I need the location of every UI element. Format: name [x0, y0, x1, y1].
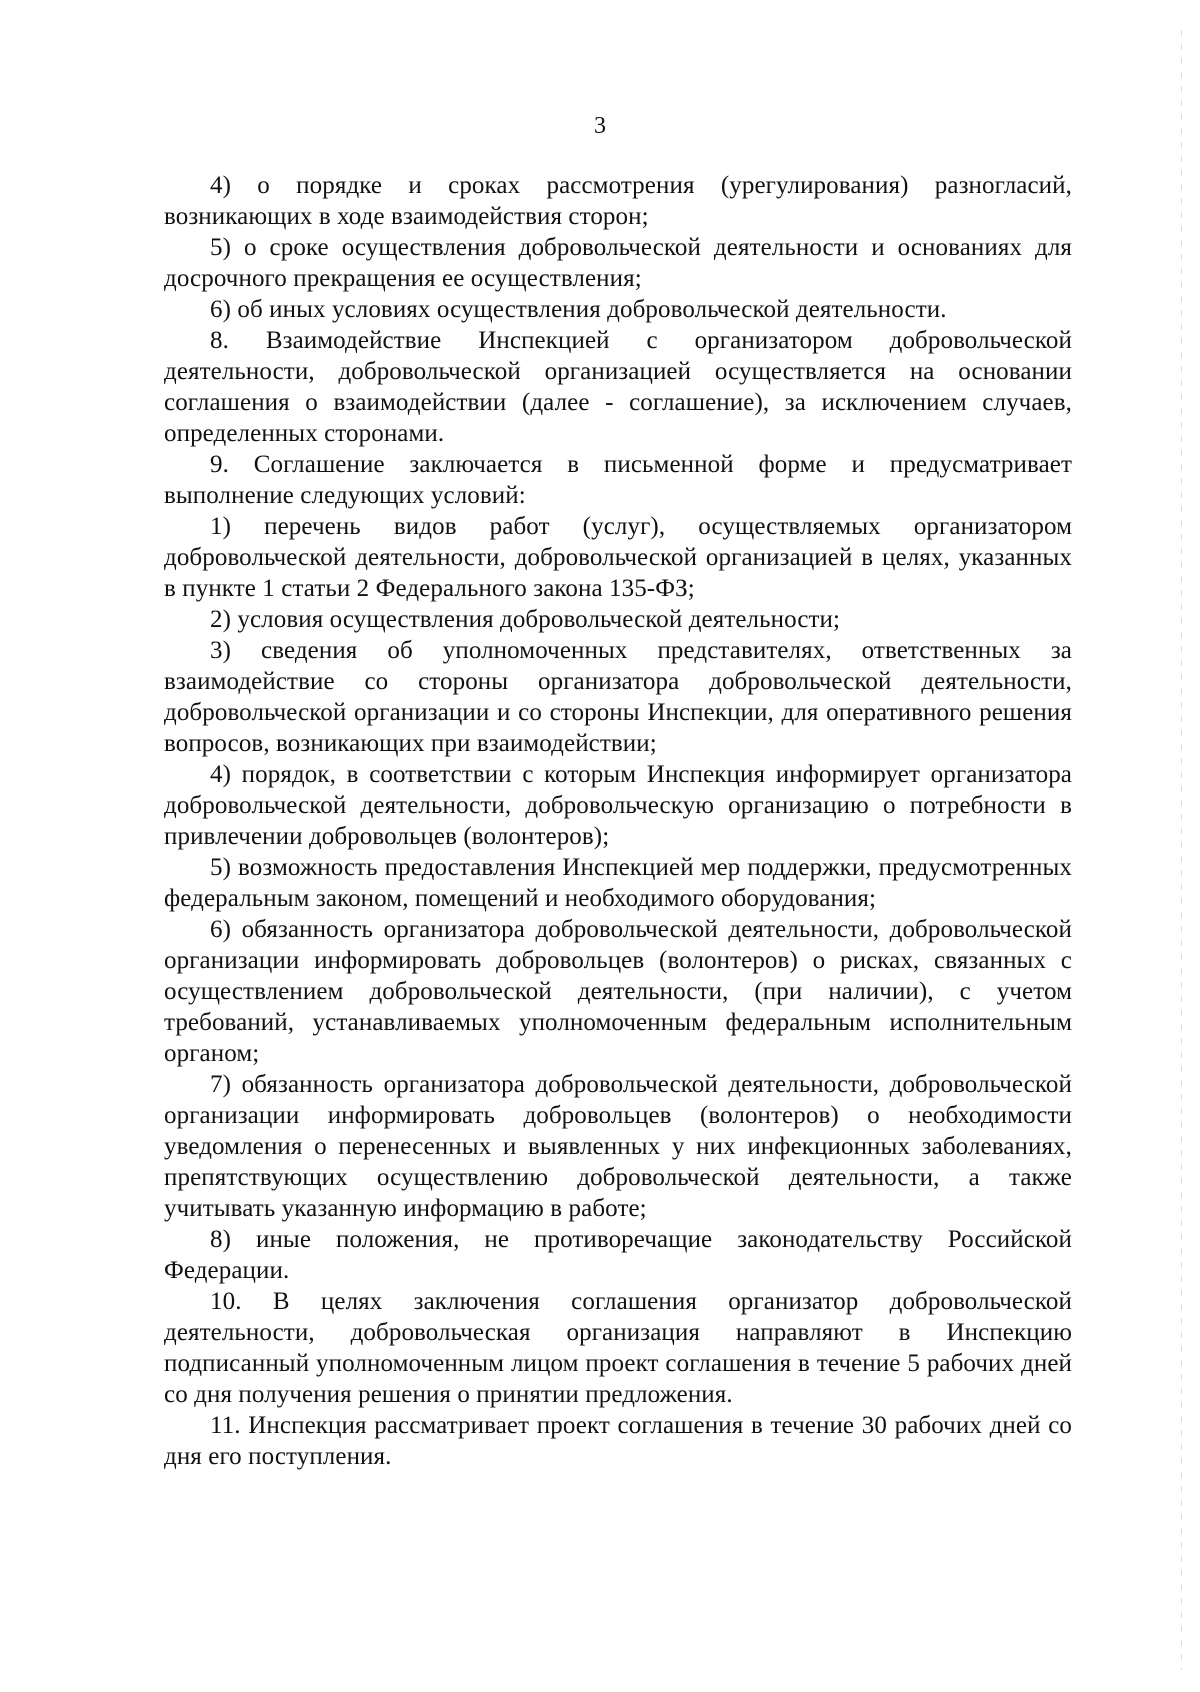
paragraph-condition-5: 5) возможность предоставления Инспекцией мер поддержки, предусмотренных федеральным законом, помещений и необходимого оборудования; — [164, 854, 1072, 912]
paragraph-item-4-dispute-resolution: 4) о порядке и сроках рассмотрения (урегулирования) разногласий, возникающих в ходе взаимодействия сторон; — [164, 172, 1072, 230]
paragraph-condition-6: 6) обязанность организатора добровольческой деятельности, добровольческой организации информировать добровольцев (волонтеров) о рисках, связанных с осуществлением добровольческой деятельности, (при наличии), с учетом требований, устанавливаемых уполномоченным федеральным исполнительным органом; — [164, 916, 1072, 1067]
paragraph-condition-8: 8) иные положения, не противоречащие законодательству Российской Федерации. — [164, 1226, 1072, 1284]
paragraph-condition-1: 1) перечень видов работ (услуг), осуществляемых организатором добровольческой деятельности, добровольческой организацией в целях, указанных в пункте 1 статьи 2 Федерального закона 135-ФЗ; — [164, 513, 1072, 602]
document-body — [164, 170, 1072, 1472]
scan-edge-artifact — [1181, 30, 1182, 1670]
paragraph-clause-8: 8. Взаимодействие Инспекцией с организатором добровольческой деятельности, добровольческой организацией осуществляется на основании соглашения о взаимодействии (далее - соглашение), за исключением случаев, определенных сторонами. — [164, 327, 1072, 447]
paragraph-clause-11: 11. Инспекция рассматривает проект соглашения в течение 30 рабочих дней со дня его поступления. — [164, 1412, 1072, 1470]
page-number: 3 — [594, 113, 606, 139]
paragraph-clause-9: 9. Соглашение заключается в письменной форме и предусматривает выполнение следующих условий: — [164, 451, 1072, 509]
paragraph-condition-3: 3) сведения об уполномоченных представителях, ответственных за взаимодействие со стороны организатора добровольческой деятельности, добровольческой организации и со стороны Инспекции, для оперативного решения вопросов, возникающих при взаимодействии; — [164, 637, 1072, 757]
paragraph-clause-10: 10. В целях заключения соглашения организатор добровольческой деятельности, добровольческая организация направляют в Инспекцию подписанный уполномоченным лицом проект соглашения в течение 5 рабочих дней со дня получения решения о принятии предложения. — [164, 1288, 1072, 1408]
paragraph-condition-7: 7) обязанность организатора добровольческой деятельности, добровольческой организации информировать добровольцев (волонтеров) о необходимости уведомления о перенесенных и выявленных у них инфекционных заболеваниях, препятствующих осуществлению добровольческой деятельности, а также учитывать указанную информацию в работе; — [164, 1071, 1072, 1222]
paragraph-condition-2: 2) условия осуществления добровольческой деятельности; — [210, 606, 841, 633]
paragraph-item-6-other-conditions: 6) об иных условиях осуществления добровольческой деятельности. — [210, 296, 947, 323]
paragraph-condition-4: 4) порядок, в соответствии с которым Инспекция информирует организатора добровольческой деятельности, добровольческую организацию о потребности в привлечении добровольцев (волонтеров); — [164, 761, 1072, 850]
paragraph-item-5-term: 5) о сроке осуществления добровольческой деятельности и основаниях для досрочного прекращения ее осуществления; — [164, 234, 1072, 292]
